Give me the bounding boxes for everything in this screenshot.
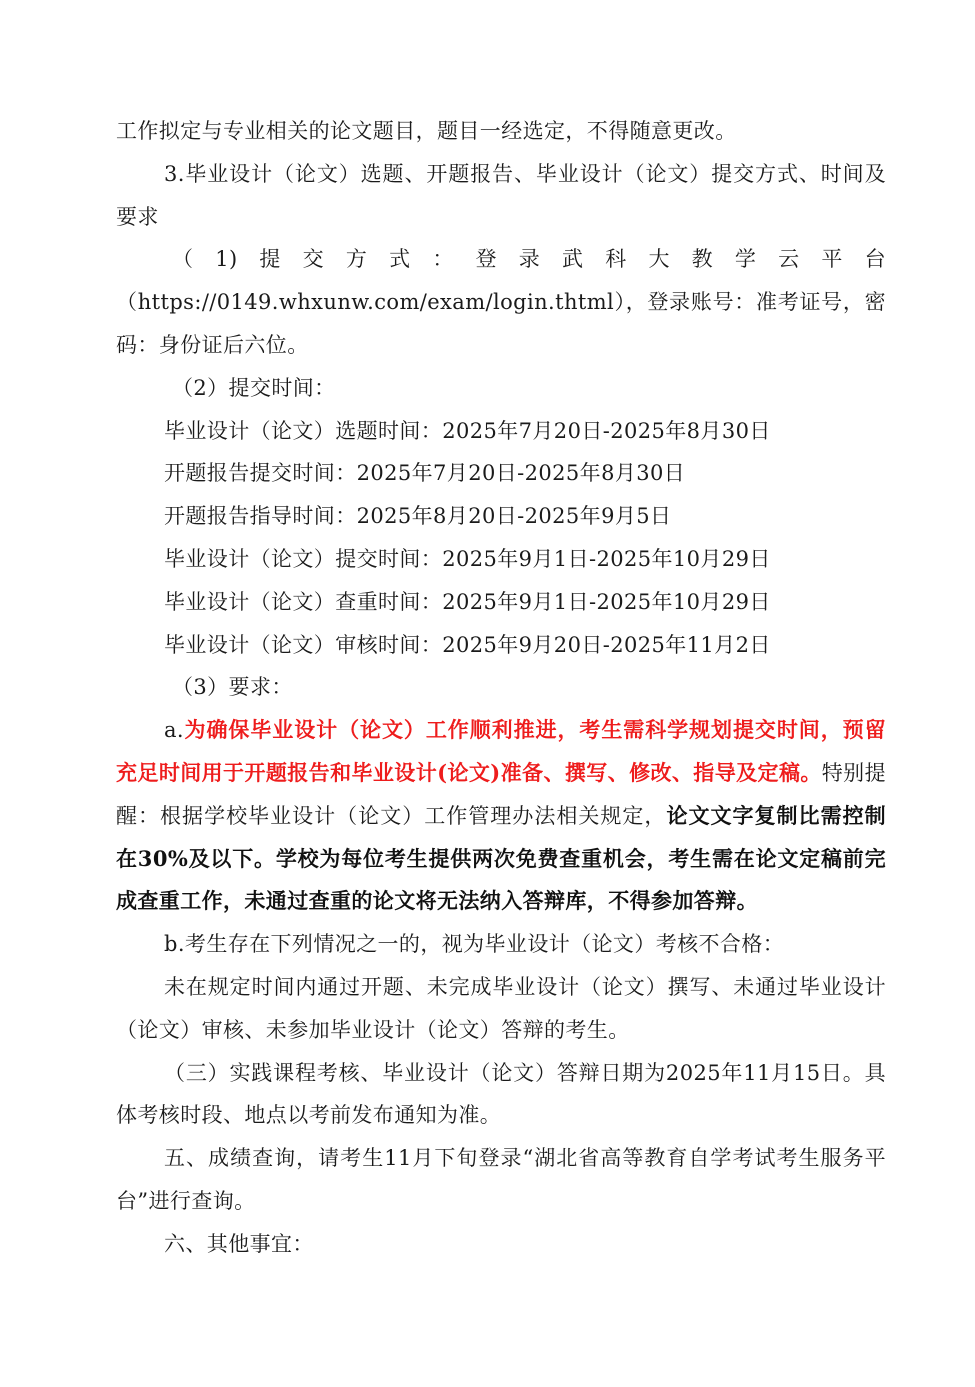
- requirement-b-detail: 未在规定时间内通过开题、未完成毕业设计（论文）撰写、未通过毕业设计（论文）审核、未参加毕业设计（论文）答辩的考生。: [116, 974, 886, 1042]
- schedule-item-topic-selection: 毕业设计（论文）选题时间：2025年7月20日-2025年8月30日: [164, 418, 771, 443]
- section-six-other-matters: 六、其他事宜：: [164, 1231, 314, 1256]
- paragraph-requirements-heading: （3）要求：: [172, 675, 293, 700]
- requirement-b: b.考生存在下列情况之一的，视为毕业设计（论文）考核不合格：: [164, 932, 785, 957]
- section-five-score-query: 五、成绩查询，请考生11月下旬登录“湖北省高等教育自学考试考生服务平台”进行查询。: [116, 1146, 886, 1213]
- requirement-a: [116, 709, 886, 923]
- requirement-a-red-emphasis: 为确保毕业设计（论文）工作顺利推进，考生需科学规划提交时间，预留充足时间用于开题报告和毕业设计(论文)准备、撰写、修改、指导及定稿。: [116, 717, 886, 785]
- section-heading-submission: 3.毕业设计（论文）选题、开题报告、毕业设计（论文）提交方式、时间及要求: [116, 161, 886, 229]
- document-body: [116, 110, 886, 1266]
- schedule-item-proposal-submission: 开题报告提交时间：2025年7月20日-2025年8月30日: [164, 461, 686, 486]
- paragraph-submission-method: （1)提交方式：登录武科大教学云平台（https://0149.whxunw.com/exam/login.thtml），登录账号：准考证号，密码：身份证后六位。: [116, 247, 886, 357]
- requirement-a-reminder: 特别提醒：根据学校毕业设计（论文）工作管理办法相关规定，: [116, 760, 886, 828]
- paragraph-submission-time-heading: （2）提交时间：: [172, 375, 336, 400]
- schedule-item-review: 毕业设计（论文）审核时间：2025年9月20日-2025年11月2日: [164, 632, 771, 657]
- schedule-item-plagiarism-check: 毕业设计（论文）查重时间：2025年9月1日-2025年10月29日: [164, 589, 771, 614]
- schedule-item-thesis-submission: 毕业设计（论文）提交时间：2025年9月1日-2025年10月29日: [164, 546, 771, 571]
- requirement-a-prefix: a.: [164, 718, 184, 743]
- requirement-a-bold-rule: 论文文字复制比需控制在30%及以下。学校为每位考生提供两次免费查重机会，考生需在论文定稿前完成查重工作，未通过查重的论文将无法纳入答辩库，不得参加答辩。: [116, 802, 887, 914]
- paragraph-defense-date: （三）实践课程考核、毕业设计（论文）答辩日期为2025年11月15日。具体考核时段、地点以考前发布通知为准。: [116, 1060, 886, 1128]
- schedule-item-proposal-guidance: 开题报告指导时间：2025年8月20日-2025年9月5日: [164, 504, 672, 529]
- paragraph-topic-selection-note: 工作拟定与专业相关的论文题目，题目一经选定，不得随意更改。: [116, 119, 737, 143]
